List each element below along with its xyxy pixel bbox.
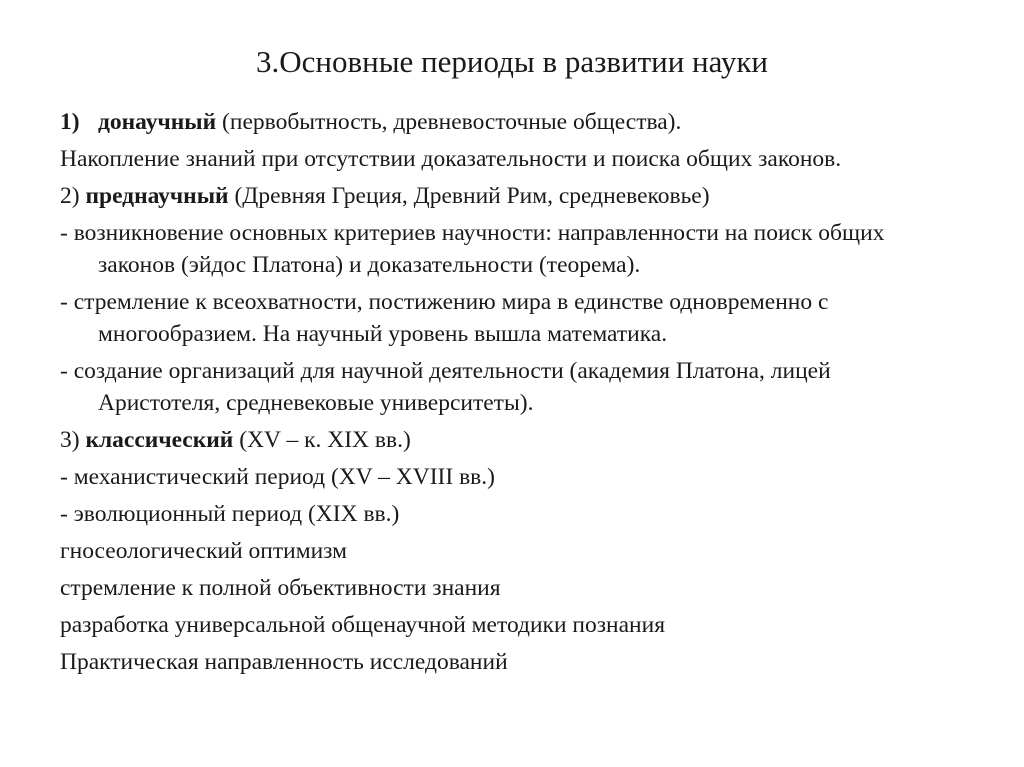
period-1-number: 1) [60, 109, 80, 135]
period-2-bullet-1-cont: законов (эйдос Платона) и доказательности (теорема). [98, 252, 641, 278]
period-1-heading [60, 106, 980, 138]
period-1-name: донаучный [98, 109, 217, 135]
period-3-feature-2: стремление к полной объективности знания [60, 575, 501, 601]
period-3-number: 3) [60, 427, 86, 453]
period-2-number: 2) [60, 183, 86, 209]
slide-title: 3.Основные периоды в развитии науки [256, 44, 768, 79]
period-3-feature-1: гносеологический оптимизм [60, 538, 347, 564]
period-2-bullet-1: - возникновение основных критериев научности: направленности на поиск общих [60, 220, 885, 246]
slide-body [60, 106, 980, 683]
period-2-bullet-3-cont: Аристотеля, средневековые университеты). [98, 390, 534, 416]
period-2-bullet-2: - стремление к всеохватности, постижению мира в единстве одновременно с [60, 289, 829, 315]
period-3-detail: (XV – к. XIX вв.) [233, 427, 411, 453]
period-1-detail: (первобытность, древневосточные общества). [216, 109, 682, 135]
period-3-bullet-1: - механистический период (XV – XVIII вв.) [60, 464, 495, 490]
period-2-name: преднаучный [85, 183, 229, 209]
period-3-bullet-2: - эволюционный период (XIX вв.) [60, 501, 400, 527]
period-1-description: Накопление знаний при отсутствии доказательности и поиска общих законов. [60, 146, 842, 172]
period-2-bullet-2-cont: многообразием. На научный уровень вышла математика. [98, 321, 668, 347]
period-3-heading [60, 424, 980, 456]
period-2-heading [60, 180, 980, 212]
period-2-bullet-3: - создание организаций для научной деятельности (академия Платона, лицей [60, 358, 831, 384]
period-2-detail: (Древняя Греция, Древний Рим, средневековье) [228, 183, 710, 209]
period-3-feature-3: разработка универсальной общенаучной методики познания [60, 612, 665, 638]
period-3-feature-4: Практическая направленность исследований [60, 649, 508, 675]
period-3-name: классический [85, 427, 234, 453]
